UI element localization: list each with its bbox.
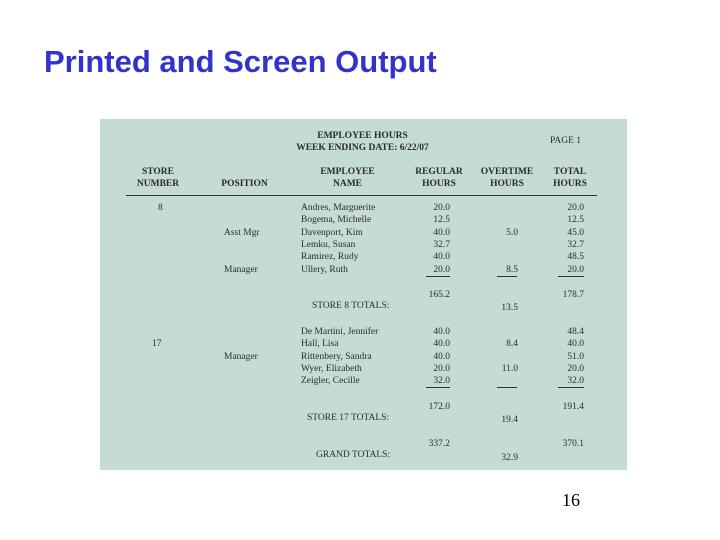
report-week-ending: WEEK ENDING DATE: 6/22/07: [296, 143, 429, 153]
regular-hours: 40.0: [433, 228, 450, 238]
total-hours: 48.5: [567, 252, 584, 262]
header-total-line1: TOTAL: [553, 167, 587, 177]
employee-name: Lemku, Susan: [301, 240, 356, 250]
grand-total-hours: 370.1: [562, 439, 584, 449]
regular-hours: 32.7: [433, 240, 450, 250]
report-title: EMPLOYEE HOURS: [317, 131, 408, 141]
store-number: 17: [152, 339, 162, 349]
subtotal-rule: [426, 276, 450, 277]
header-position: POSITION: [221, 179, 268, 189]
employee-name: Zeigler, Cecille: [301, 376, 360, 386]
slide-title: Printed and Screen Output: [44, 44, 437, 79]
position: Manager: [224, 352, 258, 362]
store-total-overtime: 13.5: [501, 303, 518, 313]
report-page-label: PAGE 1: [550, 136, 582, 146]
employee-name: Davenport, Kim: [301, 228, 363, 238]
header-employee-line1: EMPLOYEE: [320, 167, 375, 177]
header-underline: [126, 195, 597, 196]
subtotal-rule: [426, 387, 450, 388]
total-hours: 45.0: [567, 228, 584, 238]
regular-hours: 40.0: [433, 327, 450, 337]
regular-hours: 20.0: [433, 265, 450, 275]
store-total-hours: 178.7: [562, 290, 584, 300]
total-hours: 40.0: [567, 339, 584, 349]
store-totals-label: STORE 17 TOTALS:: [307, 413, 390, 423]
subtotal-rule: [558, 276, 584, 277]
employee-name: Ramirez, Rudy: [301, 252, 359, 262]
position: Manager: [224, 265, 258, 275]
employee-name: Ullery, Ruth: [301, 265, 348, 275]
grand-total-regular: 337.2: [428, 439, 450, 449]
header-regular-line2: HOURS: [422, 179, 456, 189]
store-total-regular: 172.0: [428, 402, 450, 412]
regular-hours: 40.0: [433, 339, 450, 349]
overtime-hours: 11.0: [501, 364, 518, 374]
store-total-hours: 191.4: [562, 402, 584, 412]
header-store-line2: NUMBER: [136, 179, 180, 189]
regular-hours: 20.0: [433, 364, 450, 374]
page-number: 16: [562, 490, 580, 510]
total-hours: 20.0: [567, 364, 584, 374]
total-hours: 32.7: [567, 240, 584, 250]
store-total-overtime: 19.4: [501, 415, 518, 425]
employee-name: Hall, Lisa: [301, 339, 339, 349]
subtotal-rule: [497, 276, 517, 277]
regular-hours: 40.0: [433, 352, 450, 362]
grand-totals-label: GRAND TOTALS:: [316, 450, 391, 460]
regular-hours: 32.0: [433, 376, 450, 386]
employee-hours-report: [100, 119, 627, 470]
total-hours: 48.4: [567, 327, 584, 337]
employee-name: Wyer, Elizabeth: [301, 364, 362, 374]
subtotal-rule: [497, 387, 517, 388]
header-store-line1: STORE: [141, 167, 175, 177]
header-regular-line1: REGULAR: [415, 167, 463, 177]
total-hours: 32.0: [567, 376, 584, 386]
header-total-line2: HOURS: [553, 179, 587, 189]
grand-total-overtime: 32.9: [501, 453, 518, 463]
employee-name: Bogema, Michelle: [301, 215, 372, 225]
regular-hours: 40.0: [433, 252, 450, 262]
overtime-hours: 8.4: [506, 339, 518, 349]
position: Asst Mgr: [224, 228, 260, 238]
total-hours: 51.0: [567, 352, 584, 362]
header-employee-line2: NAME: [332, 179, 363, 189]
employee-name: De Martini, Jennifer: [301, 327, 379, 337]
total-hours: 20.0: [567, 265, 584, 275]
store-totals-label: STORE 8 TOTALS:: [312, 301, 390, 311]
overtime-hours: 5.0: [506, 228, 518, 238]
store-number: 8: [158, 203, 163, 213]
total-hours: 12.5: [567, 215, 584, 225]
employee-name: Andres, Marguerite: [301, 203, 376, 213]
regular-hours: 20.0: [433, 203, 450, 213]
total-hours: 20.0: [567, 203, 584, 213]
subtotal-rule: [558, 387, 584, 388]
regular-hours: 12.5: [433, 215, 450, 225]
employee-name: Rittenbery, Sandra: [301, 352, 372, 362]
overtime-hours: 8.5: [506, 265, 518, 275]
header-overtime-line2: HOURS: [490, 179, 524, 189]
header-overtime-line1: OVERTIME: [480, 167, 534, 177]
store-total-regular: 165.2: [428, 290, 450, 300]
